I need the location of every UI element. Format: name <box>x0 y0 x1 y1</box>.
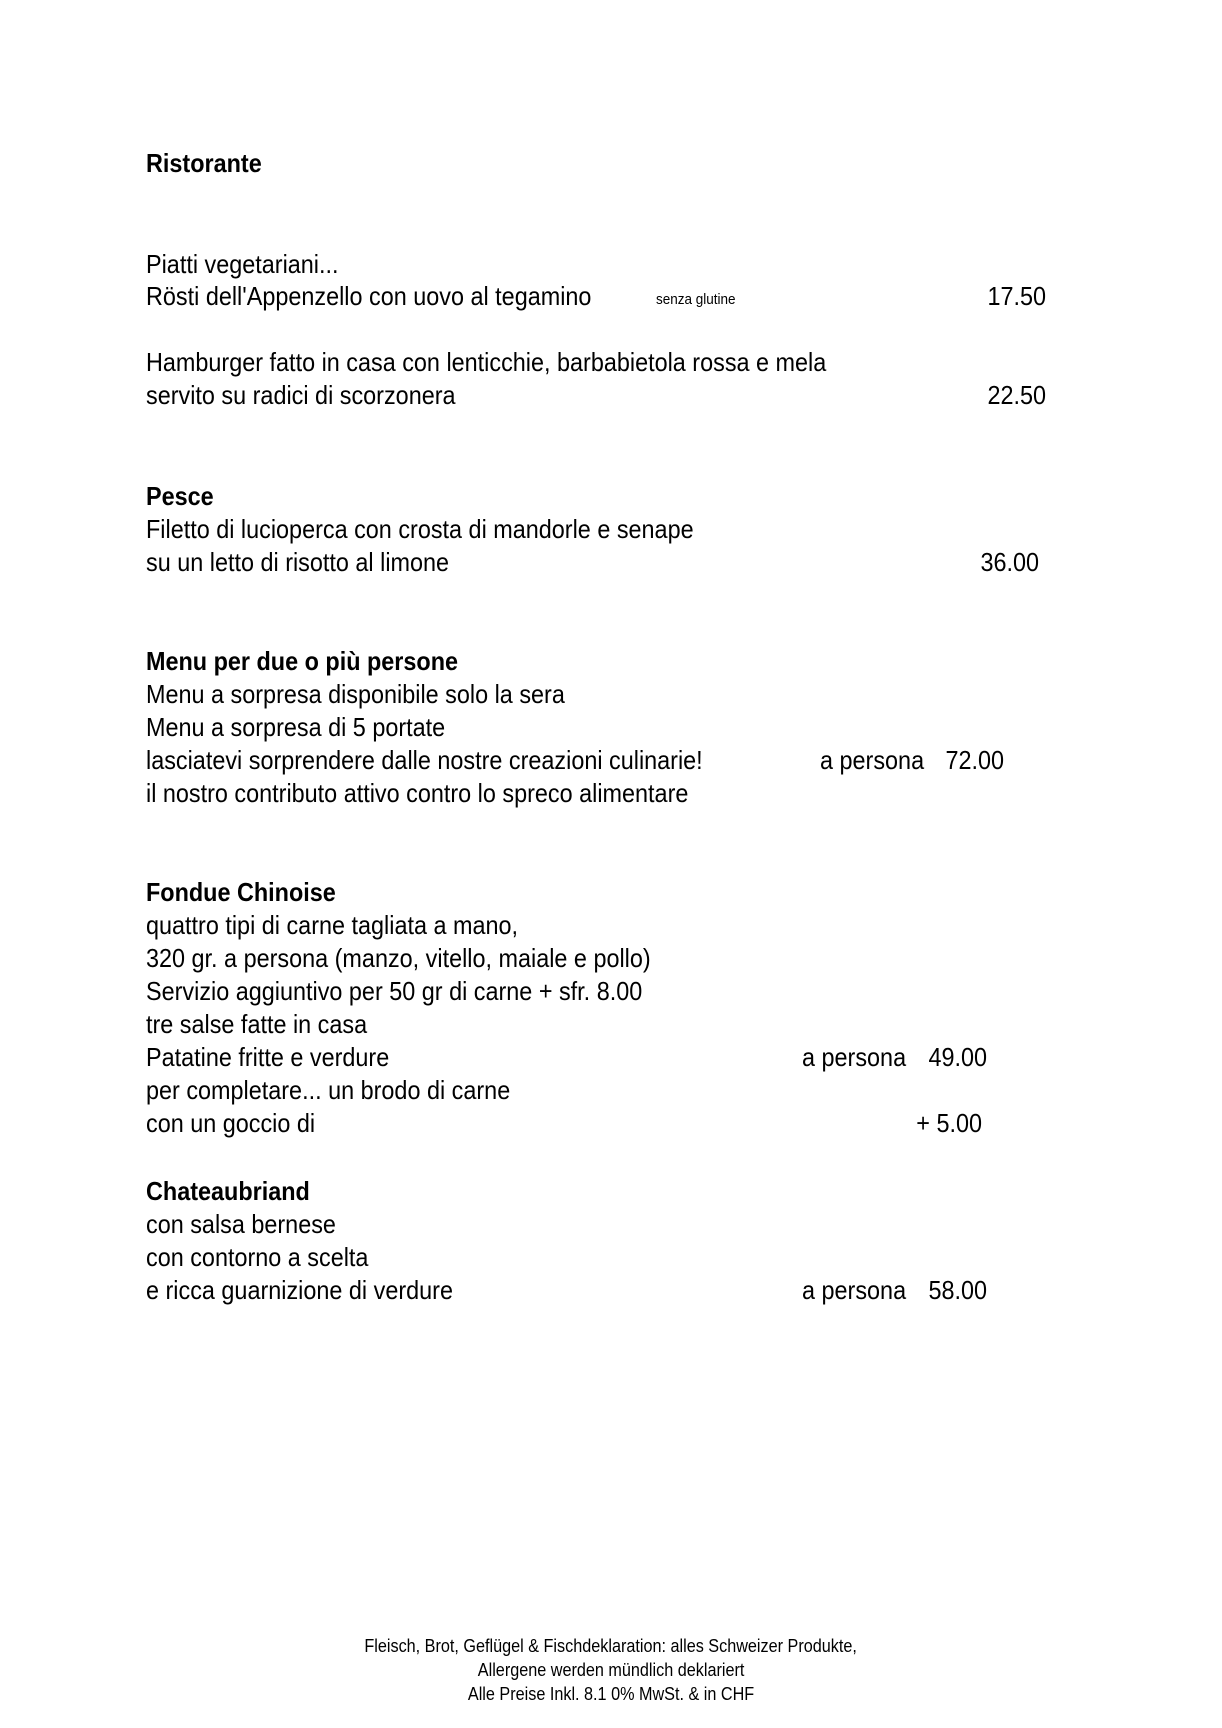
fondue-price-label: a persona <box>802 1042 907 1072</box>
dish-pesce-line: su un letto di risotto al limone <box>146 547 450 577</box>
section-heading-menu: Menu per due o più persone <box>146 646 459 676</box>
dish-rosti-name: Rösti dell'Appenzello con uovo al tegamino <box>146 281 592 311</box>
chateaubriand-price: 58.00 <box>928 1275 987 1305</box>
footer-line <box>0 1634 1222 1658</box>
fondue-line: 320 gr. a persona (manzo, vitello, maiale e pollo) <box>146 943 651 973</box>
menu-line: il nostro contributo attivo contro lo spreco alimentare <box>146 778 689 808</box>
footer-text: Allergene werden mündlich deklariert <box>477 1660 745 1680</box>
dish-pesce-price: 36.00 <box>980 547 1039 577</box>
menu-price: 72.00 <box>945 745 1004 775</box>
menu-line: lasciatevi sorprendere dalle nostre creazioni culinarie! <box>146 745 703 775</box>
fondue-line: quattro tipi di carne tagliata a mano, <box>146 910 519 940</box>
section-heading-pesce: Pesce <box>146 481 214 511</box>
dish-rosti-price: 17.50 <box>987 281 1046 311</box>
dish-pesce-line: Filetto di lucioperca con crosta di mandorle e senape <box>146 514 694 544</box>
footer-text: Alle Preise Inkl. 8.1 0% MwSt. & in CHF <box>467 1684 755 1704</box>
menu-price-label: a persona <box>820 745 925 775</box>
fondue-extra-price: + 5.00 <box>916 1108 982 1138</box>
section-heading-vegetariani: Piatti vegetariani... <box>146 249 339 279</box>
footer-line <box>0 1658 1222 1682</box>
chateaubriand-line: con contorno a scelta <box>146 1242 369 1272</box>
fondue-line: con un goccio di <box>146 1108 316 1138</box>
fondue-line: Patatine fritte e verdure <box>146 1042 390 1072</box>
fondue-price: 49.00 <box>928 1042 987 1072</box>
menu-line: Menu a sorpresa disponibile solo la sera <box>146 679 565 709</box>
section-heading-fondue: Fondue Chinoise <box>146 877 336 907</box>
fondue-line: Servizio aggiuntivo per 50 gr di carne + sfr. 8.00 <box>146 976 643 1006</box>
dish-hamburger-line: Hamburger fatto in casa con lenticchie, barbabietola rossa e mela <box>146 347 827 377</box>
dish-hamburger-price: 22.50 <box>987 380 1046 410</box>
fondue-line: per completare... un brodo di carne <box>146 1075 511 1105</box>
chateaubriand-price-label: a persona <box>802 1275 907 1305</box>
footer-text: Fleisch, Brot, Geflügel & Fischdeklaration: alles Schweizer Produkte, <box>364 1636 858 1656</box>
footer-line <box>0 1682 1222 1706</box>
chateaubriand-line: con salsa bernese <box>146 1209 336 1239</box>
dish-hamburger-line: servito su radici di scorzonera <box>146 380 456 410</box>
page-title: Ristorante <box>146 148 262 178</box>
dish-rosti-note: senza glutine <box>656 291 736 308</box>
section-heading-chateaubriand: Chateaubriand <box>146 1176 310 1206</box>
menu-line: Menu a sorpresa di 5 portate <box>146 712 446 742</box>
fondue-line: tre salse fatte in casa <box>146 1009 368 1039</box>
chateaubriand-line: e ricca guarnizione di verdure <box>146 1275 453 1305</box>
